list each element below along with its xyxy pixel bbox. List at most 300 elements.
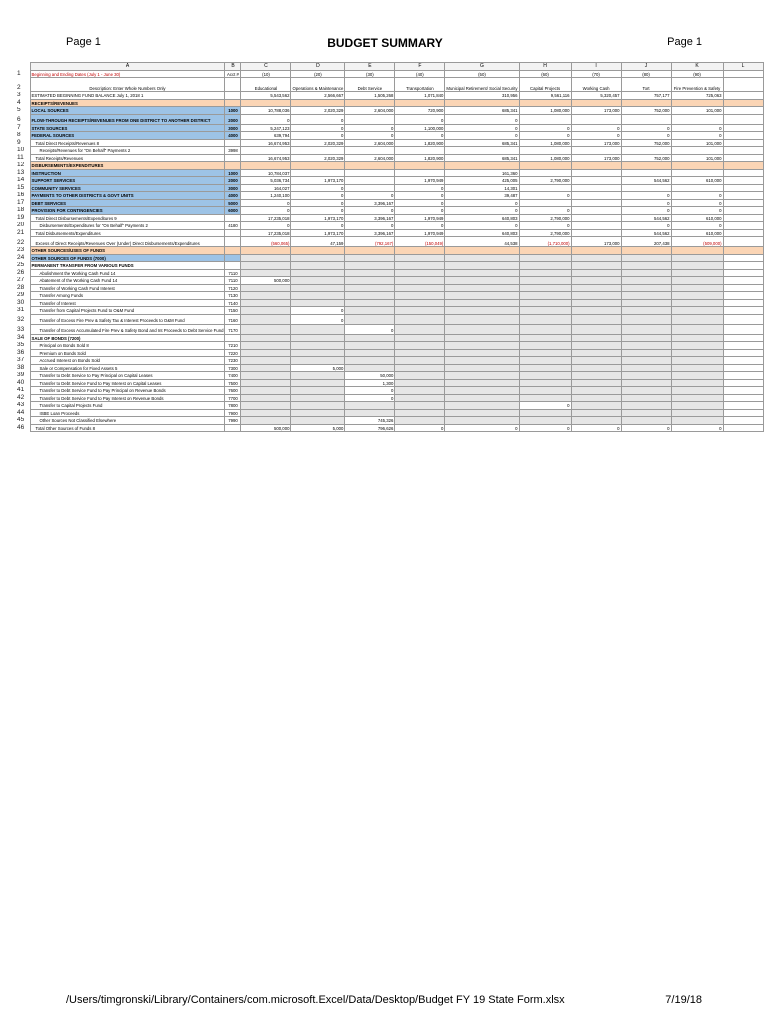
row-number: 38 [17, 364, 25, 371]
cell-value [671, 147, 723, 155]
cell-value: 0 [291, 207, 345, 215]
cell-value [671, 184, 723, 192]
cell-value [571, 284, 621, 292]
cell-value: 0 [445, 124, 519, 132]
cell-value [395, 169, 445, 177]
row-label: PROVISION FOR CONTINGENCIES [30, 207, 225, 215]
cell-value: 0 [621, 199, 671, 207]
row-label: PERMANENT TRANSFER FROM VARIOUS FUNDS [30, 262, 225, 270]
cell-value: 0 [621, 124, 671, 132]
cell-value [241, 394, 291, 402]
cell-value [445, 299, 519, 307]
cell-value: 101,000 [671, 154, 723, 162]
row-number: 19 [17, 214, 25, 221]
cell-value [671, 292, 723, 300]
cell-value [571, 207, 621, 215]
page-number-right: Page 1 [667, 36, 702, 48]
table-row [16, 424, 763, 432]
cell-value: 16,674,953 [241, 139, 291, 147]
cell-value [345, 349, 395, 357]
cell-value [445, 342, 519, 350]
cell-value [291, 277, 345, 285]
account-code: 6000 [225, 207, 241, 215]
cell-value [671, 162, 723, 170]
cell-value: 17,235,018 [241, 214, 291, 222]
cell-value: 610,000 [671, 229, 723, 237]
cell-value: 5,543,562 [241, 92, 291, 100]
row-label: Transfer to Debt Service Fund to Pay Interest on Revenue Bonds [30, 394, 225, 402]
cell-value [621, 349, 671, 357]
cell-value [445, 307, 519, 315]
cell-value [621, 247, 671, 255]
cell-value: 0 [519, 192, 571, 200]
table-row [16, 349, 763, 357]
cell-value: 0 [395, 424, 445, 432]
account-code: 7150 [225, 307, 241, 315]
table-row [16, 154, 763, 162]
row-number: 29 [17, 291, 25, 299]
row-number: 15 [17, 184, 25, 191]
cell-value: 0 [519, 424, 571, 432]
row-label: PAYMENTS TO OTHER DISTRICTS & GOVT UNITS [30, 192, 225, 200]
cell-value [621, 364, 671, 372]
cell-value [519, 409, 571, 417]
cell-value [291, 402, 345, 410]
row-number: 42 [17, 394, 25, 401]
cell-value [345, 334, 395, 342]
cell-value: 3,396,167 [345, 199, 395, 207]
cell-value: 173,000 [571, 237, 621, 247]
cell-value: 9,561,116 [519, 92, 571, 100]
cell-value [445, 147, 519, 155]
row-number: 23 [17, 246, 25, 254]
row-number: 8 [17, 131, 21, 139]
cell-value: 0 [671, 199, 723, 207]
cell-value: 0 [621, 222, 671, 230]
fund-name: Tort [621, 78, 671, 92]
cell-value: 2,566,667 [291, 92, 345, 100]
cell-value: 1,071,840 [395, 92, 445, 100]
cell-value [395, 409, 445, 417]
column-letter: L [723, 63, 763, 71]
cell-value [395, 417, 445, 425]
cell-value [291, 292, 345, 300]
cell-value: 0 [519, 124, 571, 132]
account-code: 2000 [225, 177, 241, 185]
fund-name: Educational [241, 78, 291, 92]
cell-value [671, 247, 723, 255]
cell-value: 0 [291, 199, 345, 207]
row-label: Total Direct Receipts/Revenues 8 [30, 139, 225, 147]
cell-value [671, 409, 723, 417]
cell-value: 0 [345, 387, 395, 395]
cell-value: 1,973,170 [291, 177, 345, 185]
cell-value [395, 379, 445, 387]
cell-value: 0 [395, 199, 445, 207]
row-label: DEBT SERVICES [30, 199, 225, 207]
cell-value: 16,674,953 [241, 154, 291, 162]
cell-value [621, 254, 671, 262]
account-code: 7990 [225, 417, 241, 425]
cell-value: 0 [345, 207, 395, 215]
cell-value: 0 [345, 394, 395, 402]
account-code: 7800 [225, 402, 241, 410]
cell-value [571, 342, 621, 350]
cell-value [621, 184, 671, 192]
cell-value [445, 314, 519, 324]
row-number: 39 [17, 371, 25, 379]
account-code: 7120 [225, 284, 241, 292]
cell-value: 1,973,170 [291, 214, 345, 222]
account-code: 2000 [225, 114, 241, 124]
fund-code: (10) [241, 70, 291, 78]
cell-value [241, 379, 291, 387]
account-code [225, 247, 241, 255]
row-number: 40 [17, 379, 25, 386]
cell-value: 3,396,167 [345, 214, 395, 222]
row-label: Abatement of the Working Cash Fund 14 [30, 277, 225, 285]
row-label: ISBE Loan Proceeds [30, 409, 225, 417]
cell-value [395, 372, 445, 380]
account-code: 3998 [225, 147, 241, 155]
cell-value [671, 342, 723, 350]
table-row [16, 394, 763, 402]
cell-value [621, 147, 671, 155]
account-code: 3000 [225, 124, 241, 132]
table-row [16, 417, 763, 425]
cell-value: 685,341 [445, 139, 519, 147]
row-label: DISBURSEMENTS/EXPENDITURES [30, 162, 225, 170]
cell-value: 0 [395, 132, 445, 140]
cell-value [395, 262, 445, 270]
cell-value: 639,794 [241, 132, 291, 140]
cell-value: 2,790,000 [519, 177, 571, 185]
cell-value: 5,320,457 [571, 92, 621, 100]
row-number: 9 [17, 139, 21, 146]
cell-value: 5,000 [291, 364, 345, 372]
table-row [16, 237, 763, 247]
cell-value: 0 [445, 424, 519, 432]
cell-value [395, 254, 445, 262]
cell-value [571, 162, 621, 170]
cell-value [345, 364, 395, 372]
cell-value: 752,000 [621, 139, 671, 147]
cell-value [519, 417, 571, 425]
cell-value [345, 114, 395, 124]
row-label: OTHER SOURCES OF FUNDS (7000) [30, 254, 225, 262]
cell-value: 0 [445, 199, 519, 207]
cell-value [445, 284, 519, 292]
account-code: 3000 [225, 184, 241, 192]
row-label: Transfer to Debt Service to Pay Principal on Capital Leases [30, 372, 225, 380]
cell-value: 1,080,000 [519, 154, 571, 162]
row-label: Abolishment the Working Cash Fund 14 [30, 269, 225, 277]
cell-value: 1,080,000 [519, 139, 571, 147]
cell-value [395, 299, 445, 307]
account-code [225, 99, 241, 107]
cell-value [519, 307, 571, 315]
cell-value [291, 349, 345, 357]
cell-value: 0 [395, 207, 445, 215]
cell-value: 0 [571, 124, 621, 132]
cell-value [291, 379, 345, 387]
account-code [225, 237, 241, 247]
cell-value: 685,341 [445, 154, 519, 162]
cell-value [519, 199, 571, 207]
cell-value: 10,788,036 [241, 107, 291, 115]
cell-value [395, 342, 445, 350]
row-number: 46 [17, 424, 25, 431]
cell-value: 1,505,268 [345, 92, 395, 100]
row-number-corner [16, 63, 30, 71]
cell-value [241, 314, 291, 324]
cell-value: 544,562 [621, 214, 671, 222]
cell-value [241, 372, 291, 380]
cell-value [345, 277, 395, 285]
fund-code: (40) [395, 70, 445, 78]
account-code: 5000 [225, 199, 241, 207]
cell-value [519, 387, 571, 395]
row-number: 13 [17, 169, 25, 176]
cell-value [571, 177, 621, 185]
cell-value [395, 307, 445, 315]
cell-value: 0 [621, 192, 671, 200]
cell-value [291, 147, 345, 155]
cell-value [395, 364, 445, 372]
fund-code: (20) [291, 70, 345, 78]
cell-value: 745,326 [345, 417, 395, 425]
cell-value: 0 [519, 132, 571, 140]
cell-value [519, 162, 571, 170]
cell-value: 0 [291, 192, 345, 200]
account-code [225, 424, 241, 432]
row-label: COMMUNITY SERVICES [30, 184, 225, 192]
table-row [16, 277, 763, 285]
row-number: 5 [17, 106, 21, 114]
cell-value [671, 379, 723, 387]
cell-value: 0 [291, 114, 345, 124]
cell-value: 757,177 [621, 92, 671, 100]
cell-value: 173,000 [571, 154, 621, 162]
table-row [16, 132, 763, 140]
cell-value [571, 387, 621, 395]
cell-value [395, 269, 445, 277]
cell-value [395, 402, 445, 410]
account-code: 7160 [225, 314, 241, 324]
cell-value [571, 277, 621, 285]
cell-value: 2,790,000 [519, 214, 571, 222]
cell-value [621, 307, 671, 315]
cell-value: 0 [291, 124, 345, 132]
cell-value [241, 269, 291, 277]
fund-code: (60) [519, 70, 571, 78]
row-label: STATE SOURCES [30, 124, 225, 132]
fund-name: Municipal Retirement/ Social Security [445, 78, 519, 92]
cell-value [395, 284, 445, 292]
cell-value [345, 409, 395, 417]
cell-value [519, 169, 571, 177]
cell-value: 2,020,329 [291, 139, 345, 147]
footer-file-path: /Users/timgronski/Library/Containers/com.microsoft.Excel/Data/Desktop/Budget FY 19 State Form.xlsx [66, 994, 565, 1006]
cell-value [671, 334, 723, 342]
table-row [16, 169, 763, 177]
cell-value [445, 292, 519, 300]
cell-value [519, 284, 571, 292]
row-label: Transfer from Capital Projects Fund to O&M Fund [30, 307, 225, 315]
cell-value [291, 334, 345, 342]
cell-value: 0 [241, 207, 291, 215]
cell-value: 0 [671, 222, 723, 230]
cell-value [395, 247, 445, 255]
account-code: 1000 [225, 169, 241, 177]
cell-value [445, 247, 519, 255]
cell-value [291, 299, 345, 307]
footer-date: 7/19/18 [665, 994, 702, 1006]
cell-value: 0 [621, 424, 671, 432]
table-row [16, 139, 763, 147]
cell-value [519, 269, 571, 277]
cell-value: 101,000 [671, 107, 723, 115]
table-row [16, 357, 763, 365]
cell-value: 10,784,037 [241, 169, 291, 177]
cell-value [571, 229, 621, 237]
cell-value [571, 254, 621, 262]
table-row [16, 299, 763, 307]
cell-value [519, 184, 571, 192]
account-code: 7900 [225, 409, 241, 417]
cell-value [241, 342, 291, 350]
cell-value [241, 364, 291, 372]
cell-value [571, 214, 621, 222]
cell-value: 5,000 [291, 424, 345, 432]
account-code: 7140 [225, 299, 241, 307]
cell-value: 0 [291, 314, 345, 324]
cell-value [571, 394, 621, 402]
cell-value: 1,970,949 [395, 214, 445, 222]
row-label: Total Receipts/Revenues [30, 154, 225, 162]
row-number: 6 [17, 116, 21, 124]
budget-summary-sheet [16, 62, 764, 432]
row-number: 36 [17, 349, 25, 356]
table-row [16, 364, 763, 372]
column-letter: G [445, 63, 519, 71]
cell-value [519, 299, 571, 307]
account-code: 7700 [225, 394, 241, 402]
cell-value [395, 324, 445, 334]
cell-value [395, 357, 445, 365]
column-letter: E [345, 63, 395, 71]
cell-value: 1,820,900 [395, 154, 445, 162]
cell-value [571, 199, 621, 207]
cell-value [445, 262, 519, 270]
cell-value [621, 269, 671, 277]
cell-value [291, 269, 345, 277]
row-label: Transfer to Debt Service Fund to Pay Principal on Revenue Bonds [30, 387, 225, 395]
column-letter: K [671, 63, 723, 71]
cell-value: 544,562 [621, 177, 671, 185]
cell-value [519, 147, 571, 155]
table-row [16, 207, 763, 215]
cell-value: 425,005 [445, 177, 519, 185]
account-code: 4000 [225, 192, 241, 200]
cell-value [621, 299, 671, 307]
cell-value: 101,000 [671, 139, 723, 147]
cell-value [345, 284, 395, 292]
table-row [16, 107, 763, 115]
cell-value [445, 417, 519, 425]
cell-value [241, 349, 291, 357]
cell-value: 310,956 [445, 92, 519, 100]
table-row [16, 307, 763, 315]
row-number: 27 [17, 276, 25, 284]
cell-value: 685,341 [445, 107, 519, 115]
cell-value: 161,360 [445, 169, 519, 177]
cell-value [241, 357, 291, 365]
cell-value [291, 387, 345, 395]
fund-code: (70) [571, 70, 621, 78]
row-number: 44 [17, 409, 25, 416]
cell-value [445, 409, 519, 417]
cell-value [571, 364, 621, 372]
column-letter: C [241, 63, 291, 71]
row-label: Disbursements/Expenditures for "On Behalf" Payments 2 [30, 222, 225, 230]
cell-value [241, 324, 291, 334]
cell-value: 0 [445, 222, 519, 230]
cell-value [571, 379, 621, 387]
account-code: 7170 [225, 324, 241, 334]
table-row [16, 262, 763, 270]
cell-value: (560,065) [241, 237, 291, 247]
cell-value [291, 372, 345, 380]
cell-value [291, 417, 345, 425]
cell-value [519, 254, 571, 262]
account-code: 7110 [225, 277, 241, 285]
cell-value: 0 [571, 132, 621, 140]
cell-value [519, 379, 571, 387]
cell-value [241, 299, 291, 307]
cell-value: 0 [241, 114, 291, 124]
cell-value [621, 342, 671, 350]
cell-value [395, 277, 445, 285]
row-number: 45 [17, 416, 25, 424]
cell-value: 0 [291, 307, 345, 315]
column-header-row [16, 63, 763, 71]
cell-value [519, 357, 571, 365]
row-number: 22 [17, 238, 25, 246]
cell-value [519, 99, 571, 107]
cell-value: 2,604,000 [345, 139, 395, 147]
cell-value [671, 417, 723, 425]
cell-value: 0 [345, 192, 395, 200]
cell-value [571, 169, 621, 177]
fund-name: Operations & Maintenance [291, 78, 345, 92]
cell-value: 17,235,018 [241, 229, 291, 237]
table-row [16, 192, 763, 200]
cell-value: 0 [519, 207, 571, 215]
cell-value [345, 357, 395, 365]
row-label: Total Disbursements/Expenditures [30, 229, 225, 237]
cell-value [241, 254, 291, 262]
cell-value [621, 277, 671, 285]
fund-name-row: 2 Description: Enter Whole Numbers Only Educational Operations & Maintenance Debt Service Transportation Municipal Retirement/ Social Security Capital Projects Working Cash Tort Fire Prevention & Safety [16, 78, 763, 92]
fund-code: (30) [345, 70, 395, 78]
row-label: Premium on Bonds Sold [30, 349, 225, 357]
cell-value: 164,027 [241, 184, 291, 192]
cell-value: 0 [445, 207, 519, 215]
account-code: 7600 [225, 387, 241, 395]
row-number: 18 [17, 206, 25, 214]
cell-value [519, 364, 571, 372]
